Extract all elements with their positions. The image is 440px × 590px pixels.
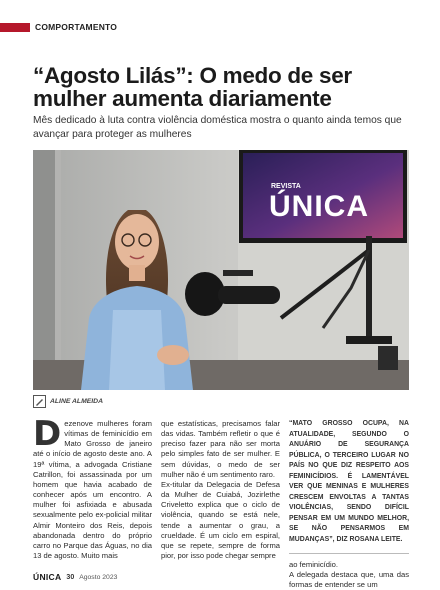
byline	[33, 395, 103, 408]
pull-quote: “MATO GROSSO OCUPA, NA ATUALIDADE, SEGUNDO O ANUÁRIO DE SEGURANÇA PÚBLICA, O TERCEIRO LUGAR NO PAÍS NO QUE DIZ RESPEITO AOS FEMINICÍDIOS. É LAMENTÁVEL VER QUE MENINAS E MULHERES CRESCEM ENVOLTAS A TANTAS VIOLÊNCIAS, SENDO DIFÍCIL PENSAR EM UM MUNDO MELHOR, SE NÃO PENSARMOS EM MUDANÇAS”, DIZ ROSANA LEITE.	[289, 420, 409, 543]
byline-author: ALINE ALMEIDA	[50, 398, 103, 405]
body-column-3	[289, 419, 409, 590]
page-footer	[33, 572, 117, 582]
body-paragraph: ao feminicídio.	[289, 560, 338, 569]
body-column-2	[161, 419, 280, 561]
article-headline: “Agosto Lilás”: O medo de ser mulher aumenta diariamente	[33, 63, 352, 111]
drop-cap: D	[33, 414, 62, 454]
body-paragraph: A delegada destaca que, uma das formas de entender se um	[289, 570, 409, 590]
tv-screen	[239, 150, 407, 243]
divider	[289, 553, 409, 554]
section-label: COMPORTAMENTO	[35, 22, 118, 32]
screen-label-small: REVISTA	[271, 183, 301, 190]
body-text-col1: ezenove mulheres foram vítimas de feminicídio em Mato Grosso de janeiro até o início de agosto deste ano. A 19ª vítima, a advogada Cristiane Catrillon, foi assassinada por um homem que havia acabado de conhecer após um encontro. A mulher foi asfixiada e abusada sexualmente pelo ex-policial militar Almir Monteiro dos Reis, depois abandonada dentro do próprio carro no Parque das Águas, no dia 13 de agosto. Muito mais	[33, 419, 152, 561]
article-dek: Mês dedicado à luta contra violência doméstica mostra o quanto ainda temos que avançar para proteger as mulheres	[33, 115, 402, 140]
section-accent-bar	[0, 23, 30, 32]
article-photo	[33, 150, 409, 390]
screen-label-large: ÚNICA	[269, 190, 369, 223]
footer-brand: ÚNICA	[33, 572, 62, 582]
body-paragraph: Ex-titular da Delegacia de Defesa da Mulher de Cuiabá, Jozirlethe Criveletto explica que o ciclo de violência, quando se está nele, tende a aumentar o grau, a crueldade. É um ciclo em espiral, que se repete, sempre de forma pior, por isso pode chegar sempre	[161, 479, 280, 561]
body-column-1	[33, 414, 152, 561]
issue-date: Agosto 2023	[79, 573, 118, 581]
body-paragraph: que estatísticas, precisamos falar das vidas. Também refletir o que é preciso fazer para não ser morta pelo simples fato de ser mulher. E sem dúvidas, o medo de ser mulher não é um sentimento raro.	[161, 419, 280, 479]
pen-icon	[33, 395, 46, 408]
page-number: 30	[66, 573, 75, 581]
